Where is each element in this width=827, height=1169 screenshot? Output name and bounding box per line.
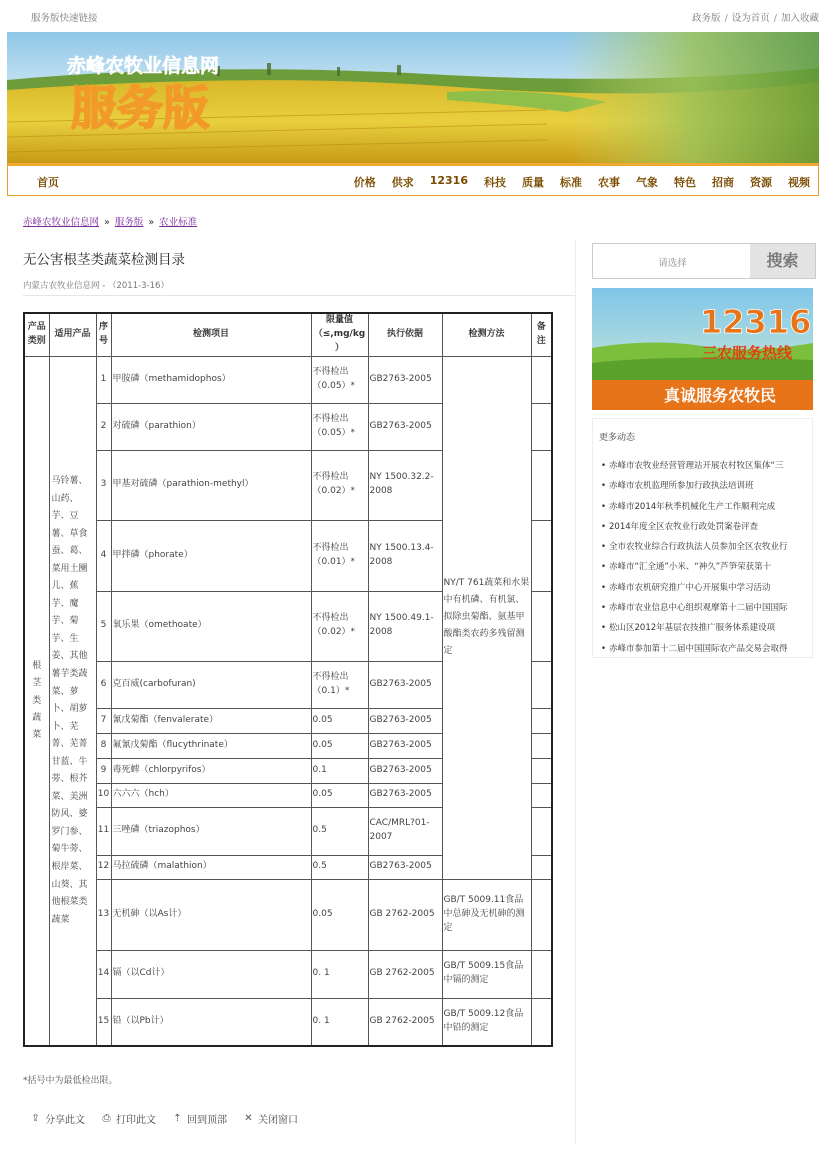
cell-remark bbox=[531, 855, 552, 879]
cell-method: GB/T 5009.11食品中总砷及无机砷的测定 bbox=[442, 879, 531, 950]
nav-item-video[interactable]: 视频 bbox=[788, 176, 810, 189]
cell-remark bbox=[531, 450, 552, 520]
cell-item: 三唑磷（triazophos） bbox=[111, 807, 311, 855]
cell-basis: GB 2762-2005 bbox=[368, 998, 442, 1046]
table-row bbox=[24, 356, 552, 403]
cell-method: GB/T 5009.15食品中镉的测定 bbox=[442, 950, 531, 998]
detection-table bbox=[23, 312, 553, 1047]
breadcrumb-service[interactable]: 服务版 bbox=[114, 217, 144, 228]
cell-item: 氰戊菊酯（fenvalerate） bbox=[111, 708, 311, 733]
cell-basis: GB2763-2005 bbox=[368, 403, 442, 450]
article bbox=[23, 240, 575, 291]
cell-limit: 不得检出（0.01）* bbox=[311, 520, 368, 591]
set-homepage-link[interactable]: 设为首页 bbox=[731, 13, 770, 24]
cell-limit: 不得检出（0.1）* bbox=[311, 661, 368, 708]
quick-links-label[interactable]: 服务版快速链接 bbox=[31, 13, 98, 24]
cell-remark bbox=[531, 403, 552, 450]
service-version-text: 服务版 bbox=[71, 81, 209, 135]
search-select[interactable]: 请选择 bbox=[658, 258, 687, 269]
cell-limit: 0.05 bbox=[311, 708, 368, 733]
news-item[interactable]: • 赤峰市农业信息中心组织观摩第十二届中国国际 bbox=[593, 598, 812, 618]
news-item[interactable]: • 赤峰市“汇全通”小米、“神久”芦笋荣获第十 bbox=[593, 557, 812, 577]
cell-item: 甲胺磷（methamidophos） bbox=[111, 356, 311, 403]
hotline-banner[interactable] bbox=[592, 288, 813, 410]
news-item[interactable]: • 2014年度全区农牧业行政处罚案卷评查 bbox=[593, 517, 812, 537]
header-limit: 限量值（≤,mg/kg） bbox=[311, 313, 368, 356]
cell-basis: GB2763-2005 bbox=[368, 708, 442, 733]
cell-item: 甲拌磷（phorate） bbox=[111, 520, 311, 591]
title-divider bbox=[23, 295, 575, 296]
cell-basis: GB2763-2005 bbox=[368, 758, 442, 783]
cell-number: 2 bbox=[96, 403, 111, 450]
news-item[interactable]: • 松山区2012年基层农技推广服务体系建设项 bbox=[593, 618, 812, 638]
cell-basis: NY 1500.13.4-2008 bbox=[368, 520, 442, 591]
nav-item-resources[interactable]: 资源 bbox=[750, 176, 772, 189]
cell-number: 11 bbox=[96, 807, 111, 855]
nav-item-weather[interactable]: 气象 bbox=[636, 176, 658, 189]
cell-basis: GB2763-2005 bbox=[368, 356, 442, 403]
cell-limit: 不得检出（0.02）* bbox=[311, 450, 368, 520]
news-item[interactable]: • 赤峰市参加第十二届中国国际农产品交易会取得 bbox=[593, 639, 812, 658]
cell-number: 8 bbox=[96, 733, 111, 758]
cell-limit: 0.1 bbox=[311, 758, 368, 783]
header-item: 检测项目 bbox=[111, 313, 311, 356]
header-basis: 执行依据 bbox=[368, 313, 442, 356]
cell-number: 5 bbox=[96, 591, 111, 661]
column-divider bbox=[575, 240, 576, 1145]
nav-item-investment[interactable]: 招商 bbox=[712, 176, 734, 189]
cell-item: 氟氰戊菊酯（flucythrinate） bbox=[111, 733, 311, 758]
cell-item: 对硫磷（parathion） bbox=[111, 403, 311, 450]
cell-remark bbox=[531, 998, 552, 1046]
cell-remark bbox=[531, 950, 552, 998]
cell-number: 15 bbox=[96, 998, 111, 1046]
cell-item: 无机砷（以As计） bbox=[111, 879, 311, 950]
cell-remark bbox=[531, 591, 552, 661]
cell-remark bbox=[531, 520, 552, 591]
news-item[interactable]: • 赤峰市农机监理所参加行政执法培训班 bbox=[593, 476, 812, 496]
cell-remark bbox=[531, 758, 552, 783]
cell-number: 4 bbox=[96, 520, 111, 591]
cell-item: 铅（以Pb计） bbox=[111, 998, 311, 1046]
cell-method: GB/T 5009.12食品中铅的测定 bbox=[442, 998, 531, 1046]
nav-item-standard[interactable]: 标准 bbox=[560, 176, 582, 189]
hotline-image bbox=[592, 288, 813, 410]
cell-basis: GB2763-2005 bbox=[368, 733, 442, 758]
cell-basis: GB2763-2005 bbox=[368, 661, 442, 708]
news-item[interactable]: • 赤峰市农牧业经营管理站开展农村牧区集体“三 bbox=[593, 456, 812, 476]
header-products: 适用产品 bbox=[49, 313, 96, 356]
article-meta: 内蒙古农牧业信息网 - （2011-3-16） bbox=[23, 281, 169, 291]
share-icon: ⇪ bbox=[31, 1113, 40, 1124]
cell-remark bbox=[531, 807, 552, 855]
nav-home[interactable]: 首页 bbox=[37, 176, 59, 189]
search-button[interactable]: 搜索 bbox=[750, 244, 815, 278]
gov-version-link[interactable]: 政务版 bbox=[692, 13, 721, 24]
cell-limit: 不得检出（0.05）* bbox=[311, 356, 368, 403]
cell-limit: 不得检出（0.05）* bbox=[311, 403, 368, 450]
cell-limit: 0.05 bbox=[311, 783, 368, 807]
cell-item: 氧乐果（omethoate） bbox=[111, 591, 311, 661]
cell-remark bbox=[531, 708, 552, 733]
nav-item-tech[interactable]: 科技 bbox=[484, 176, 506, 189]
cell-limit: 0.05 bbox=[311, 879, 368, 950]
share-button[interactable]: ⇪ 分享此文 bbox=[31, 1113, 85, 1126]
cell-method-group: NY/T 761蔬菜和水果中有机磷、有机氯、拟除虫菊酯、氨基甲酸酯类农药多残留测定 bbox=[442, 356, 531, 879]
header-number: 序号 bbox=[96, 313, 111, 356]
cell-number: 3 bbox=[96, 450, 111, 520]
breadcrumb-site[interactable]: 赤峰农牧业信息网 bbox=[23, 217, 100, 228]
cell-item: 毒死蜱（chlorpyrifos） bbox=[111, 758, 311, 783]
cell-limit: 0.05 bbox=[311, 733, 368, 758]
news-list bbox=[593, 456, 812, 658]
nav-item-12316[interactable]: 12316 bbox=[429, 174, 468, 187]
site-banner bbox=[7, 32, 819, 163]
cell-products: 马铃薯、山药、芋、豆薯、草食蚕、葛、菜用土圞儿、蕉芋、魔芋、菊芋、生姜、其他薯芋类蔬菜、萝卜、胡萝卜、芜菁、芜菁甘蓝、牛蒡、根芥菜、美洲防风、婆罗门参、菊牛蒡、根岸菜、山葵、其他根菜类蔬菜 bbox=[49, 356, 96, 1046]
search-box bbox=[592, 243, 816, 279]
print-icon: ⎙ bbox=[102, 1113, 111, 1124]
cell-number: 6 bbox=[96, 661, 111, 708]
cell-basis: NY 1500.32.2-2008 bbox=[368, 450, 442, 520]
top-links: 政务版 / 设为首页 / 加入收藏 bbox=[692, 13, 819, 24]
news-heading[interactable]: 更多动态 bbox=[599, 433, 636, 443]
cell-limit: 不得检出（0.02）* bbox=[311, 591, 368, 661]
cell-remark bbox=[531, 783, 552, 807]
cell-basis: GB2763-2005 bbox=[368, 783, 442, 807]
nav-item-quality[interactable]: 质量 bbox=[522, 176, 544, 189]
header-method: 检测方法 bbox=[442, 313, 531, 356]
cell-number: 1 bbox=[96, 356, 111, 403]
cell-number: 12 bbox=[96, 855, 111, 879]
nav-item-farming[interactable]: 农事 bbox=[598, 176, 620, 189]
table-row bbox=[24, 879, 552, 950]
cell-basis: NY 1500.49.1-2008 bbox=[368, 591, 442, 661]
news-panel bbox=[592, 418, 813, 658]
cell-number: 13 bbox=[96, 879, 111, 950]
wheat-field-image bbox=[7, 32, 819, 163]
nav-item-specialty[interactable]: 特色 bbox=[674, 176, 696, 189]
cell-item: 镉（以Cd计） bbox=[111, 950, 311, 998]
cell-remark bbox=[531, 661, 552, 708]
header-category: 产品类别 bbox=[24, 313, 49, 356]
nav-item-supply[interactable]: 供求 bbox=[391, 176, 414, 189]
breadcrumb: 赤峰农牧业信息网 » 服务版 » 农业标准 bbox=[23, 217, 198, 228]
cell-limit: 0.5 bbox=[311, 807, 368, 855]
close-icon: ✕ bbox=[244, 1113, 253, 1124]
cell-item: 马拉硫磷（malathion） bbox=[111, 855, 311, 879]
cell-number: 7 bbox=[96, 708, 111, 733]
hotline-line2: 真诚服务农牧民 bbox=[664, 386, 777, 405]
article-tools bbox=[30, 1111, 298, 1126]
hotline-line1: 三农服务热线 bbox=[702, 344, 793, 362]
cell-item: 甲基对硫磷（parathion-methyl） bbox=[111, 450, 311, 520]
article-title: 无公害根茎类蔬菜检测目录 bbox=[23, 252, 185, 268]
cell-number: 14 bbox=[96, 950, 111, 998]
cell-limit: 0. 1 bbox=[311, 998, 368, 1046]
cell-item: 克百威(carbofuran) bbox=[111, 661, 311, 708]
cell-category: 根茎类蔬菜 bbox=[24, 356, 49, 1046]
cell-basis: GB 2762-2005 bbox=[368, 950, 442, 998]
table-body bbox=[24, 356, 552, 1046]
cell-remark bbox=[531, 733, 552, 758]
hotline-number: 12316 bbox=[700, 303, 812, 341]
main-nav bbox=[7, 163, 819, 196]
site-name-text: 赤峰农牧业信息网 bbox=[67, 55, 220, 77]
cell-item: 六六六（hch） bbox=[111, 783, 311, 807]
nav-items bbox=[338, 174, 810, 190]
header-remark: 备注 bbox=[531, 313, 552, 356]
footnote: *括号中为最低检出限。 bbox=[23, 1076, 118, 1086]
table-row bbox=[24, 950, 552, 998]
news-item[interactable]: • 赤峰市2014年秋季机械化生产工作顺利完成 bbox=[593, 497, 812, 517]
cell-number: 10 bbox=[96, 783, 111, 807]
table-header-row bbox=[24, 313, 552, 356]
cell-basis: GB 2762-2005 bbox=[368, 879, 442, 950]
cell-limit: 0.5 bbox=[311, 855, 368, 879]
news-item[interactable]: • 赤峰市农机研究推广中心开展集中学习活动 bbox=[593, 578, 812, 598]
add-favorite-link[interactable]: 加入收藏 bbox=[780, 13, 819, 24]
cell-number: 9 bbox=[96, 758, 111, 783]
cell-basis: CAC/MRL?01-2007 bbox=[368, 807, 442, 855]
cell-limit: 0. 1 bbox=[311, 950, 368, 998]
news-item[interactable]: • 全市农牧业综合行政执法人员参加全区农牧业行 bbox=[593, 537, 812, 557]
cell-basis: GB2763-2005 bbox=[368, 855, 442, 879]
breadcrumb-standard[interactable]: 农业标准 bbox=[159, 217, 198, 228]
cell-remark bbox=[531, 356, 552, 403]
arrow-up-icon: ⇡ bbox=[173, 1113, 182, 1124]
top-bar bbox=[0, 0, 827, 32]
cell-remark bbox=[531, 879, 552, 950]
close-window-button[interactable]: ✕ 关闭窗口 bbox=[244, 1113, 298, 1126]
print-button[interactable]: ⎙ 打印此文 bbox=[102, 1113, 156, 1126]
table-row bbox=[24, 998, 552, 1046]
back-to-top-button[interactable]: ⇡ 回到顶部 bbox=[173, 1113, 227, 1126]
nav-item-price[interactable]: 价格 bbox=[353, 176, 376, 189]
